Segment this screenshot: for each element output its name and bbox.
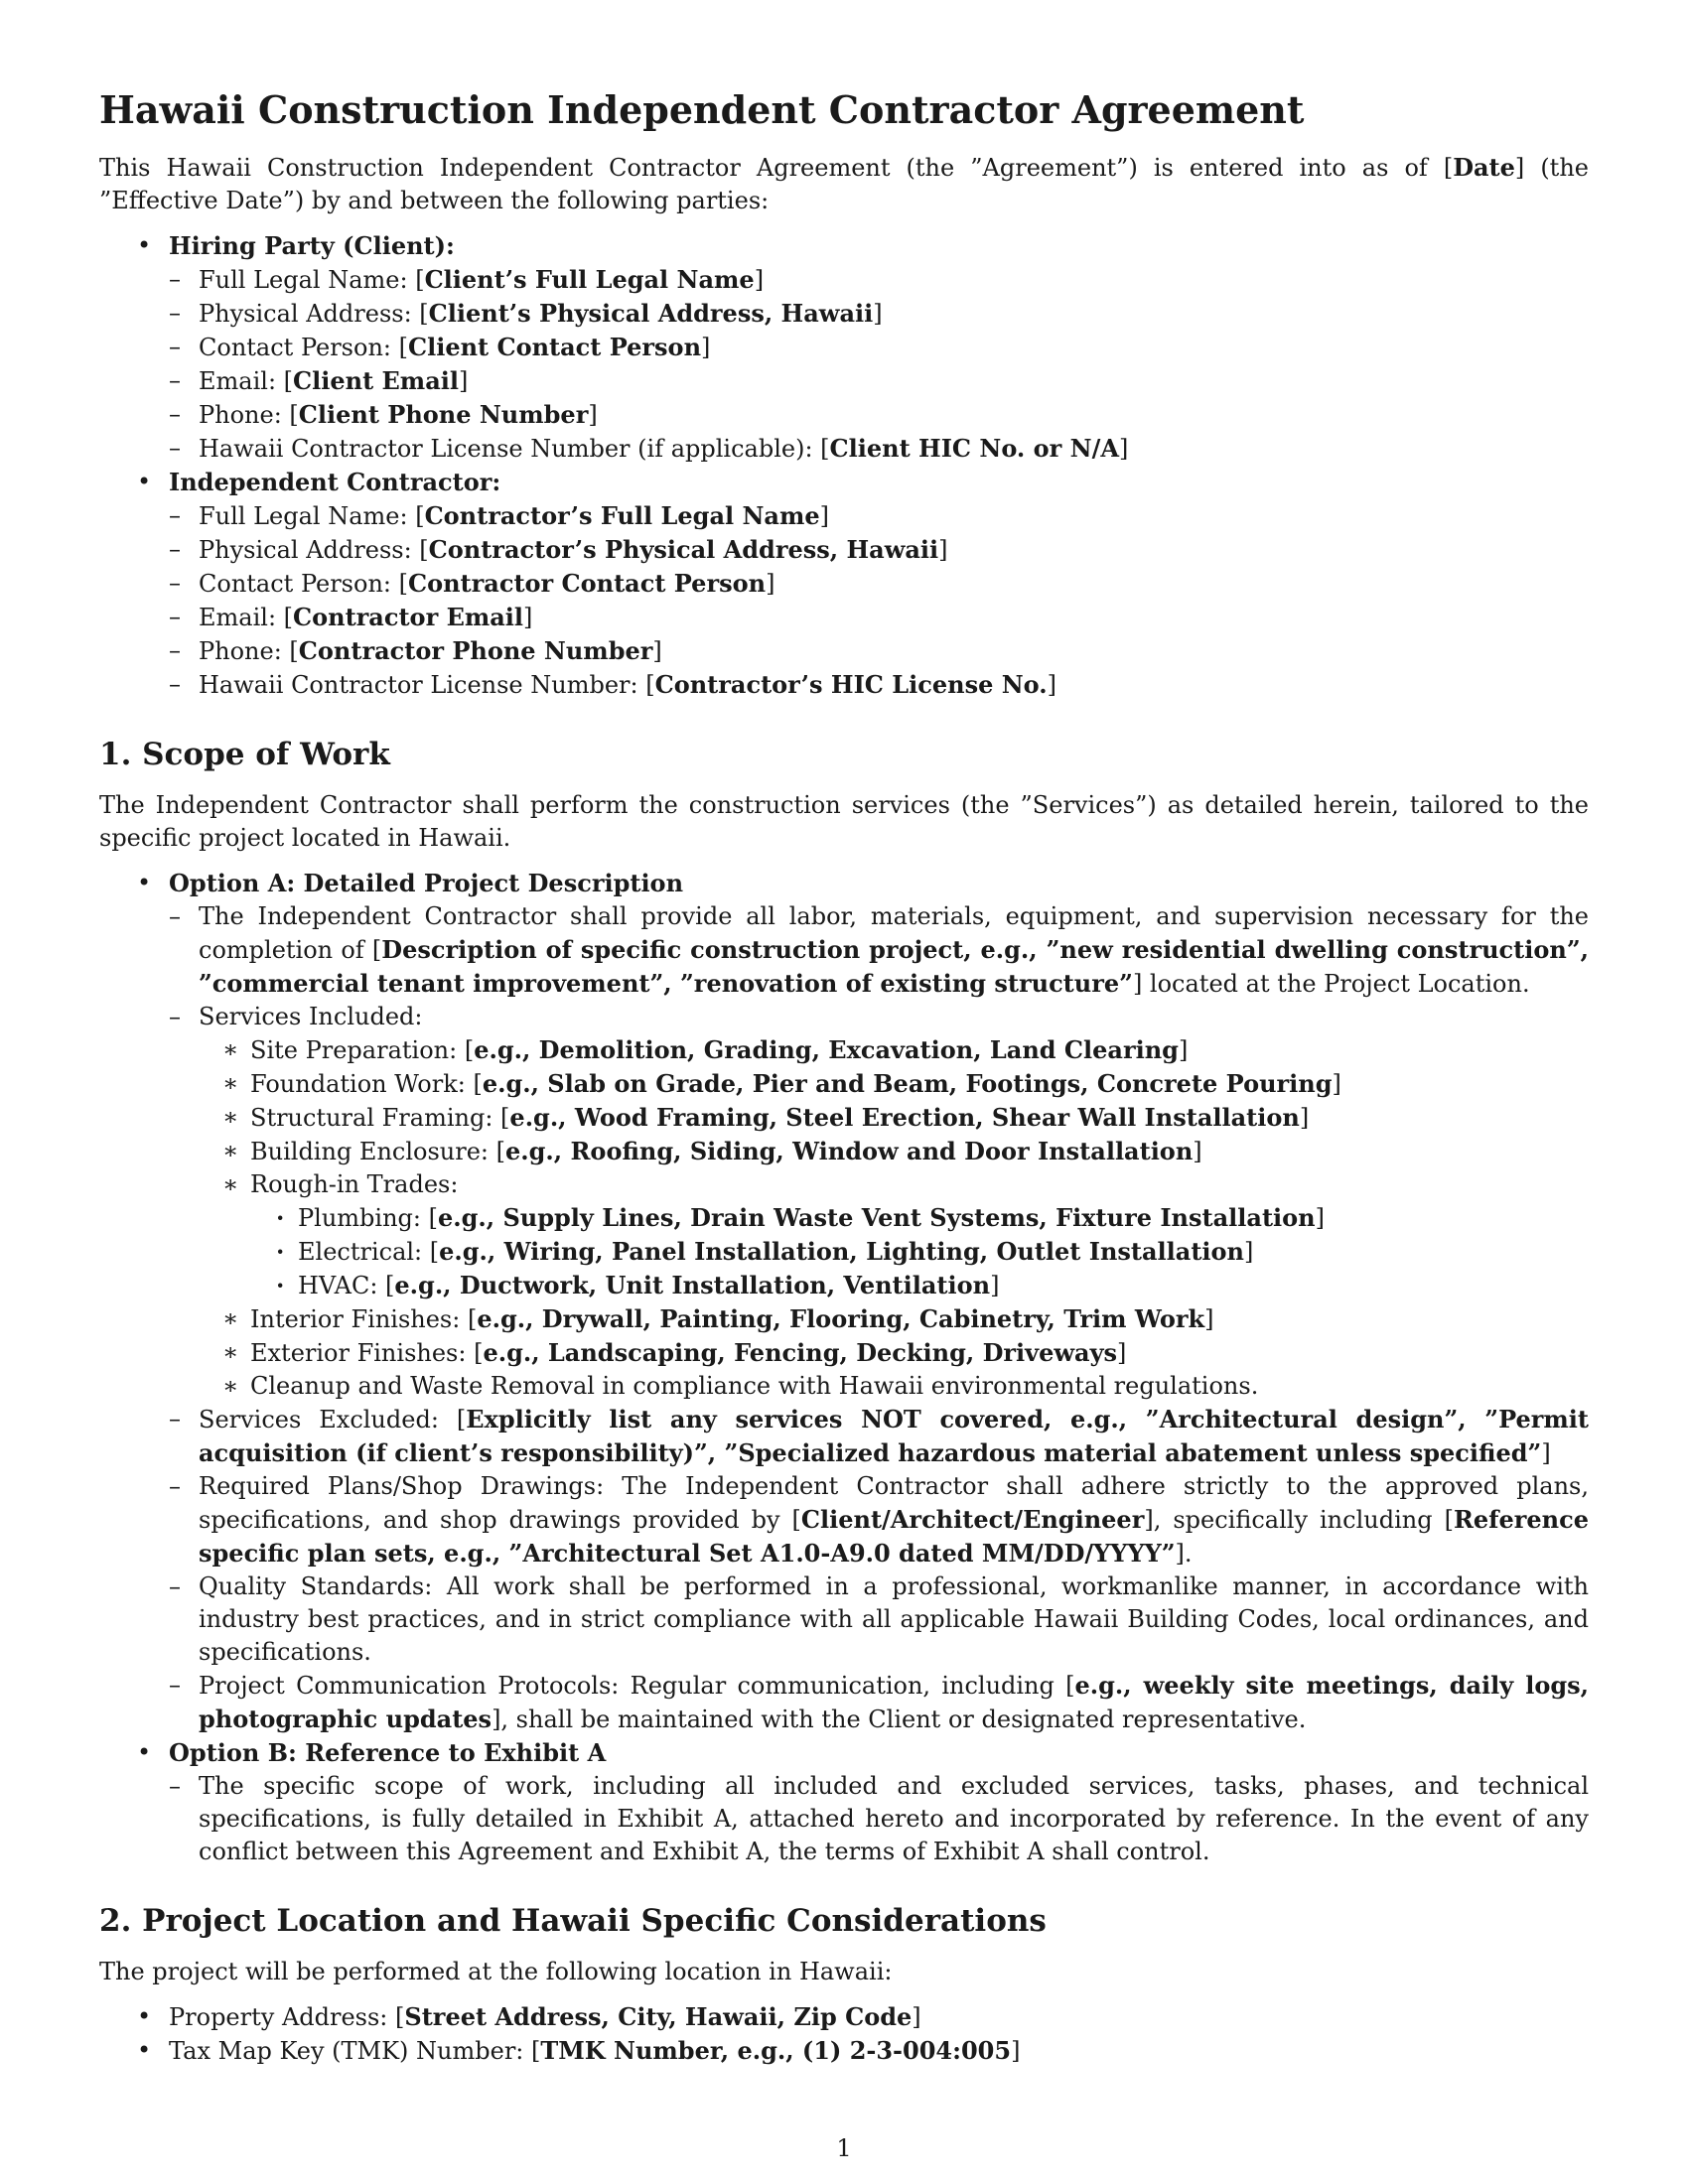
field-item: – Contact Person: [Contractor Contact Person]: [169, 567, 1589, 601]
document-title: Hawaii Construction Independent Contractor Agreement: [99, 87, 1305, 132]
rough-in-list: [270, 1201, 1589, 1302]
scope-intro: The Independent Contractor shall perform the construction services (the ”Services”) as detailed herein, tailored to the specific project located in Hawaii.: [99, 791, 1589, 852]
trade-item: · HVAC: [e.g., Ductwork, Unit Installation, Ventilation]: [270, 1269, 1589, 1302]
document-body: [99, 85, 1589, 2068]
option-a: [99, 867, 1589, 1736]
option-b-items: [169, 1770, 1589, 1868]
section-heading-location: 2. Project Location and Hawaii Specific Considerations: [99, 1903, 1047, 1939]
party-heading: Independent Contractor:: [169, 468, 501, 496]
field-item: – Full Legal Name: [Contractor’s Full Legal Name]: [169, 499, 1589, 533]
trade-item: · Electrical: [e.g., Wiring, Panel Installation, Lighting, Outlet Installation]: [270, 1235, 1589, 1269]
services-included-list: [222, 1033, 1589, 1403]
page-number: 1: [836, 2134, 852, 2162]
field-item: – Email: [Client Email]: [169, 364, 1589, 398]
required-plans: – Required Plans/Shop Drawings: The Independent Contractor shall adhere strictly to the approved plans, specifications, and shop drawings provided by [Client/Architect/Engineer], specifically including [Reference specific plan sets, e.g., ”Architectural Set A1.0-A9.0 dated MM/DD/YYYY”].: [169, 1470, 1589, 1570]
field-item: – Contact Person: [Client Contact Person]: [169, 331, 1589, 364]
client-fields: [169, 263, 1589, 466]
service-item: ∗ Site Preparation: [e.g., Demolition, Grading, Excavation, Land Clearing]: [222, 1033, 1589, 1067]
location-list: [99, 2000, 1589, 2068]
option-a-items: [169, 900, 1589, 1736]
scope-options-list: [99, 867, 1589, 1868]
exhibit-a-reference: – The specific scope of work, including all included and excluded services, tasks, phases, and technical specifications, is fully detailed in Exhibit A, attached hereto and incorporated by reference. In the event of any conflict between this Agreement and Exhibit A, the terms of Exhibit A shall control.: [169, 1770, 1589, 1868]
service-item-rough-in: ∗ Rough-in Trades: · Plumbing: [e.g., Supply Lines, Drain Waste Vent Systems, Fixture Installation] · Electrical: [e.g., Wiring, Panel Installation, Lighting, Outlet Installation] · HVAC: [e.g., Ductwork, Unit Installation, Ventilation]: [222, 1168, 1589, 1302]
service-item: ∗ Structural Framing: [e.g., Wood Framing, Steel Erection, Shear Wall Installation]: [222, 1101, 1589, 1135]
option-b: [99, 1736, 1589, 1868]
service-item: ∗ Exterior Finishes: [e.g., Landscaping, Fencing, Decking, Driveways]: [222, 1336, 1589, 1370]
service-item-cleanup: ∗ Cleanup and Waste Removal in compliance with Hawaii environmental regulations.: [222, 1370, 1589, 1403]
service-item: ∗ Foundation Work: [e.g., Slab on Grade, Pier and Beam, Footings, Concrete Pouring]: [222, 1067, 1589, 1101]
contractor-fields: [169, 499, 1589, 702]
project-description: – The Independent Contractor shall provide all labor, materials, equipment, and supervision necessary for the completion of [Description of specific construction project, e.g., ”new residential dwelling construction”, ”commercial tenant improvement”, ”renovation of existing structure”] located at the Project Location.: [169, 900, 1589, 1001]
party-client: [99, 229, 1589, 466]
services-included: – Services Included: ∗ Site Preparation: [e.g., Demolition, Grading, Excavation, Land Clearing] ∗ Foundation Work: [e.g., Slab on Grade, Pier and Beam, Footings, Concrete Pouring] ∗ Structural Framing: [e.g., Wood Framing, Steel Erection, Shear Wall Installation] ∗ Building Enclosure: [e.g., Roofing, Siding, Window and Door Installation] ∗ Rough-in Trades: · Plumbing: [e.g., Supply Lines, Drain Waste Vent Systems, Fixture Installation] · Electrical: [e.g., Wiring, Panel Installation, Lighting, Outlet Installation] · HVAC: [e.g., Ductwork, Unit Installation, Ventilation] ∗ Interior Finishes: [e.g., Drywall, Painting, Flooring, Cabinetry, Trim Work] ∗ Exterior Finishes: [e.g., Landscaping, Fencing, Decking, Driveways] ∗ Cleanup and Waste Removal in compliance with Hawaii environmental regulations.: [169, 1001, 1589, 1403]
trade-item: · Plumbing: [e.g., Supply Lines, Drain Waste Vent Systems, Fixture Installation]: [270, 1201, 1589, 1235]
field-item: – Email: [Contractor Email]: [169, 601, 1589, 634]
service-item: ∗ Building Enclosure: [e.g., Roofing, Siding, Window and Door Installation]: [222, 1135, 1589, 1168]
location-item: • Property Address: [Street Address, City, Hawaii, Zip Code]: [99, 2000, 1589, 2034]
party-contractor: [99, 466, 1589, 702]
field-item: – Physical Address: [Contractor’s Physical Address, Hawaii]: [169, 533, 1589, 567]
services-excluded: – Services Excluded: [Explicitly list any services NOT covered, e.g., ”Architectural design”, ”Permit acquisition (if client’s responsibility)”, ”Specialized hazardous material abatement unless specified”]: [169, 1403, 1589, 1470]
field-item: – Physical Address: [Client’s Physical Address, Hawaii]: [169, 297, 1589, 331]
communication-protocols: – Project Communication Protocols: Regular communication, including [e.g., weekly site meetings, daily logs, photographic updates], shall be maintained with the Client or designated representative.: [169, 1669, 1589, 1736]
intro-paragraph: This Hawaii Construction Independent Contractor Agreement (the ”Agreement”) is entered into as of [Date] (the ”Effective Date”) by and between the following parties:: [99, 153, 1589, 214]
option-heading: Option A: Detailed Project Description: [169, 869, 684, 897]
effective-date-placeholder: Date: [1453, 153, 1515, 182]
option-heading: Option B: Reference to Exhibit A: [169, 1738, 607, 1767]
field-item: – Hawaii Contractor License Number: [Contractor’s HIC License No.]: [169, 668, 1589, 702]
field-item: – Hawaii Contractor License Number (if applicable): [Client HIC No. or N/A]: [169, 432, 1589, 466]
parties-list: [99, 229, 1589, 702]
section-heading-scope: 1. Scope of Work: [99, 737, 390, 772]
location-intro: The project will be performed at the following location in Hawaii:: [99, 1958, 893, 1985]
field-item: – Full Legal Name: [Client’s Full Legal Name]: [169, 263, 1589, 297]
location-item: • Tax Map Key (TMK) Number: [TMK Number, e.g., (1) 2-3-004:005]: [99, 2034, 1589, 2068]
quality-standards: – Quality Standards: All work shall be performed in a professional, workmanlike manner, in accordance with industry best practices, and in strict compliance with all applicable Hawaii Building Codes, local ordinances, and specifications.: [169, 1570, 1589, 1669]
field-item: – Phone: [Client Phone Number]: [169, 398, 1589, 432]
party-heading: Hiring Party (Client):: [169, 231, 455, 260]
service-item: ∗ Interior Finishes: [e.g., Drywall, Painting, Flooring, Cabinetry, Trim Work]: [222, 1302, 1589, 1336]
field-item: – Phone: [Contractor Phone Number]: [169, 634, 1589, 668]
